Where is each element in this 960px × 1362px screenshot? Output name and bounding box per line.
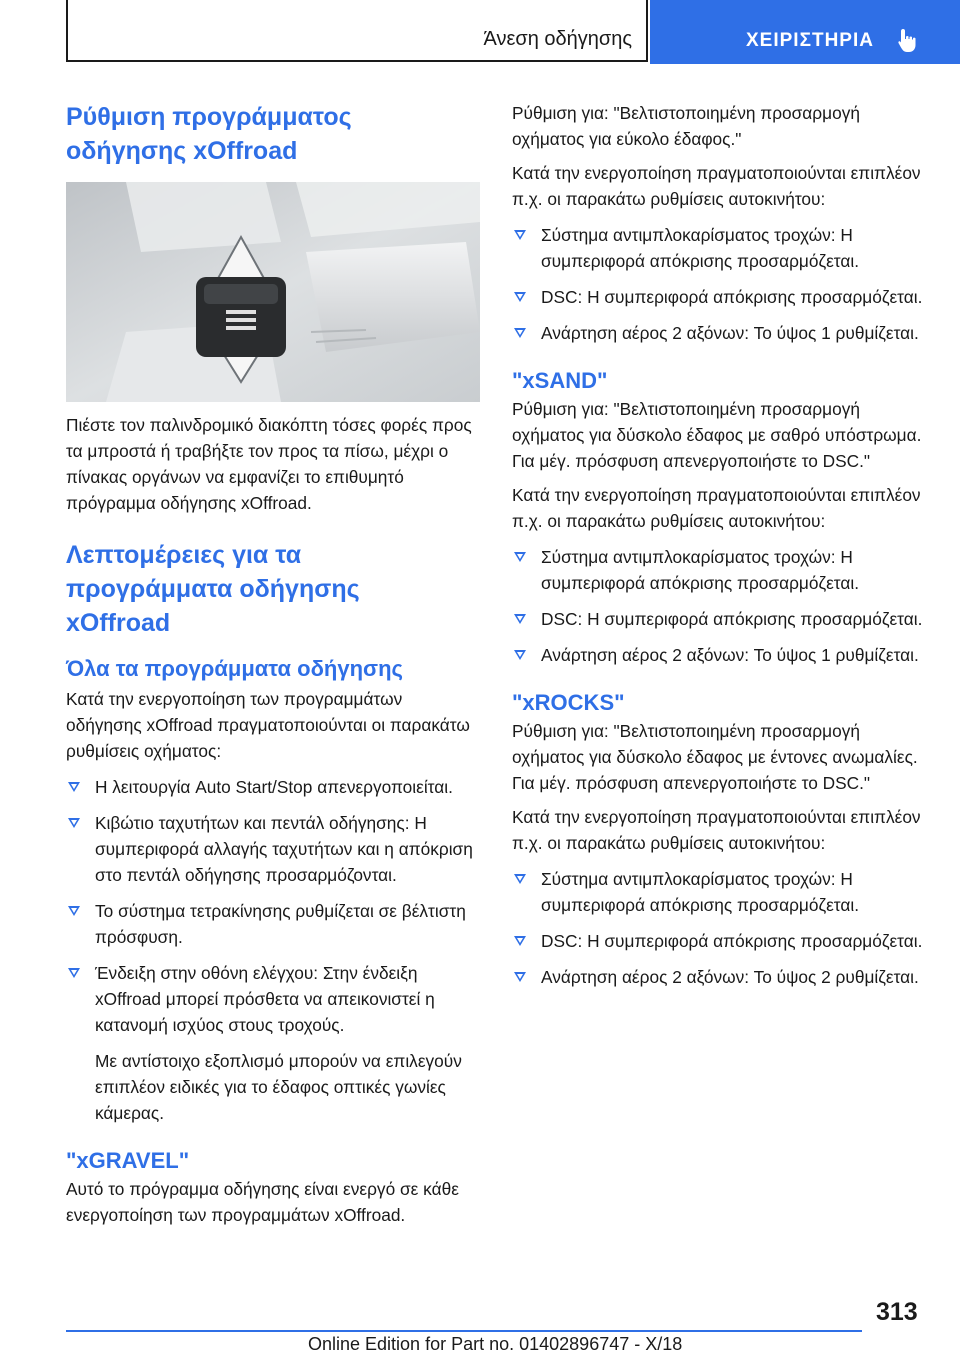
all-programs-title: Όλα τα προγράμματα οδήγησης (66, 656, 403, 681)
list-item: DSC: Η συμπεριφορά απόκρισης προσαρμόζεται. (512, 606, 927, 632)
list-item: Σύστημα αντιμπλοκαρίσματος τροχών: Η συμπεριφορά απόκρισης προσαρμόζεται. (512, 544, 927, 596)
xgravel-list (512, 222, 927, 346)
bullet-triangle-icon (514, 614, 526, 624)
list-item: DSC: Η συμπεριφορά απόκρισης προσαρμόζεται. (512, 284, 927, 310)
bullet-triangle-icon (514, 328, 526, 338)
bullet-triangle-icon (514, 230, 526, 240)
section-title: Ρύθμιση προγράμματος οδήγησης xOffroad (66, 103, 352, 165)
right-column (512, 100, 927, 990)
all-programs-intro: Κατά την ενεργοποίηση των προγραμμάτων οδήγησης xOffroad πραγματοποιούνται οι παρακάτω ρυθμίσεις οχήματος: (66, 689, 470, 761)
toggle-switch-illustration (66, 182, 480, 402)
bullet-triangle-icon (68, 968, 80, 978)
xrocks-intro: Κατά την ενεργοποίηση πραγματοποιούνται επιπλέον π.χ. οι παρακάτω ρυθμίσεις αυτοκινήτου: (512, 807, 921, 853)
list-item: Σύστημα αντιμπλοκαρίσματος τροχών: Η συμπεριφορά απόκρισης προσαρμόζεται. (512, 222, 927, 274)
list-item: Η λειτουργία Auto Start/Stop απενεργοποιείται. (66, 774, 478, 800)
page-number: 313 (876, 1298, 918, 1326)
xrocks-title: "xROCKS" (512, 690, 625, 715)
list-item: Ένδειξη στην οθόνη ελέγχου: Στην ένδειξη xOffroad μπορεί πρόσθετα να απεικονιστεί η κατανομή ισχύος στους τροχούς. (66, 960, 478, 1038)
bullet-triangle-icon (68, 782, 80, 792)
bullet-triangle-icon (514, 874, 526, 884)
xsand-setting: Ρύθμιση για: "Βελτιστοποιημένη προσαρμογή οχήματος για δύσκολο έδαφος με σαθρό υπόστρωμα. Για μέγ. πρόσφυση απενεργοποιήστε το DSC." (512, 399, 922, 471)
bullet-triangle-icon (514, 650, 526, 660)
list-item: DSC: Η συμπεριφορά απόκρισης προσαρμόζεται. (512, 928, 927, 954)
bullet-triangle-icon (514, 972, 526, 982)
list-item: Το σύστημα τετρακίνησης ρυθμίζεται σε βέλτιστη πρόσφυση. (66, 898, 478, 950)
bullet-triangle-icon (68, 906, 80, 916)
xrocks-setting: Ρύθμιση για: "Βελτιστοποιημένη προσαρμογή οχήματος για δύσκολο έδαφος με έντονες ανωμαλίες. Για μέγ. πρόσφυση απενεργοποιήστε το DSC." (512, 721, 918, 793)
left-column (66, 100, 478, 1228)
bullet-triangle-icon (514, 292, 526, 302)
list-item: Ανάρτηση αέρος 2 αξόνων: Το ύψος 1 ρυθμίζεται. (512, 320, 927, 346)
xrocks-list (512, 866, 927, 990)
all-programs-list (66, 774, 478, 1038)
page-header (0, 0, 960, 64)
section-tab-label: ΧΕΙΡΙΣΤΗΡΙΑ (746, 30, 874, 51)
toggle-switch-photo (66, 182, 480, 402)
xgravel-setting: Ρύθμιση για: "Βελτιστοποιημένη προσαρμογή οχήματος για εύκολο έδαφος." (512, 103, 860, 149)
details-title: Λεπτομέρειες για τα προγράμματα οδήγησης xOffroad (66, 541, 360, 637)
list-item: Σύστημα αντιμπλοκαρίσματος τροχών: Η συμπεριφορά απόκρισης προσαρμόζεται. (512, 866, 927, 918)
xsand-title: "xSAND" (512, 368, 608, 393)
bullet-triangle-icon (514, 936, 526, 946)
xgravel-intro: Κατά την ενεργοποίηση πραγματοποιούνται επιπλέον π.χ. οι παρακάτω ρυθμίσεις αυτοκινήτου: (512, 163, 921, 209)
camera-note: Με αντίστοιχο εξοπλισμό μπορούν να επιλεγούν επιπλέον ειδικές για το έδαφος οπτικές γωνίες κάμερας. (95, 1051, 462, 1123)
section-tab[interactable] (650, 0, 960, 64)
edition-footer: Online Edition for Part no. 01402896747 - X/18 (308, 1334, 683, 1354)
list-item: Ανάρτηση αέρος 2 αξόνων: Το ύψος 2 ρυθμίζεται. (512, 964, 927, 990)
hand-pointer-icon (894, 26, 922, 54)
bullet-triangle-icon (68, 818, 80, 828)
footer-divider (66, 1330, 862, 1332)
chapter-title: Άνεση οδήγησης (483, 28, 632, 50)
xgravel-title: "xGRAVEL" (66, 1148, 190, 1173)
xsand-intro: Κατά την ενεργοποίηση πραγματοποιούνται επιπλέον π.χ. οι παρακάτω ρυθμίσεις αυτοκινήτου: (512, 485, 921, 531)
list-item: Κιβώτιο ταχυτήτων και πεντάλ οδήγησης: Η συμπεριφορά αλλαγής ταχυτήτων και η απόκριση στο πεντάλ οδήγησης προσαρμόζονται. (66, 810, 478, 888)
chapter-box (66, 0, 648, 62)
intro-paragraph: Πιέστε τον παλινδρομικό διακόπτη τόσες φορές προς τα μπροστά ή τραβήξτε τον προς τα πίσω, μέχρι ο πίνακας οργάνων να εμφανίζει το επιθυμητό πρόγραμμα οδήγησης xOffroad. (66, 415, 472, 513)
list-item: Ανάρτηση αέρος 2 αξόνων: Το ύψος 1 ρυθμίζεται. (512, 642, 927, 668)
xsand-list (512, 544, 927, 668)
xgravel-text: Αυτό το πρόγραμμα οδήγησης είναι ενεργό σε κάθε ενεργοποίηση των προγραμμάτων xOffroad. (66, 1179, 459, 1225)
bullet-triangle-icon (514, 552, 526, 562)
